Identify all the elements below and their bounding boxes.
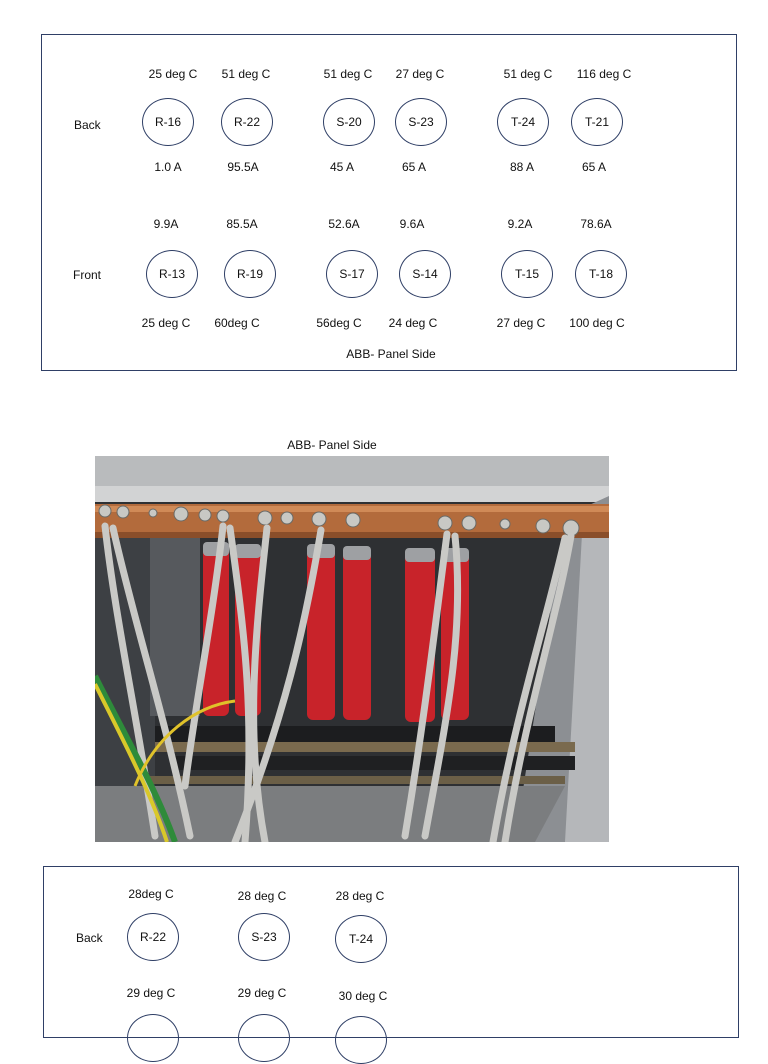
photo-caption: ABB- Panel Side: [287, 438, 377, 452]
current-label: 9.6A: [399, 217, 425, 231]
terminal-circle: T-18: [575, 250, 627, 298]
current-label: 52.6A: [328, 217, 360, 231]
temperature-label: 51 deg C: [503, 67, 553, 81]
current-label: 85.5A: [226, 217, 258, 231]
current-label: 1.0 A: [154, 160, 182, 174]
temperature-label: 28deg C: [128, 887, 174, 901]
terminal-circle: S-14: [399, 250, 451, 298]
temperature-label: 51 deg C: [221, 67, 271, 81]
terminal-circle: T-15: [501, 250, 553, 298]
temperature-label: 100 deg C: [569, 316, 625, 330]
current-label: 65 A: [581, 160, 607, 174]
back-row-label: Back: [76, 931, 103, 945]
terminal-circle: T-24: [497, 98, 549, 146]
terminal-circle: R-22: [127, 913, 179, 961]
temperature-label: 27 deg C: [496, 316, 546, 330]
back-row-label: Back: [74, 118, 101, 132]
temperature-label: 30 deg C: [338, 989, 388, 1003]
temperature-label: 51 deg C: [323, 67, 373, 81]
temperature-label: 27 deg C: [395, 67, 445, 81]
temperature-label: 29 deg C: [237, 986, 287, 1000]
temperature-label: 116 deg C: [576, 67, 632, 81]
front-row-label: Front: [73, 268, 102, 282]
current-label: 95.5A: [227, 160, 259, 174]
terminal-circle: T-21: [571, 98, 623, 146]
temperature-label: 28 deg C: [237, 889, 287, 903]
terminal-circle: R-13: [146, 250, 198, 298]
current-label: 45 A: [329, 160, 355, 174]
terminal-circle: T-24: [335, 915, 387, 963]
terminal-circle: S-23: [238, 913, 290, 961]
panel-caption: ABB- Panel Side: [346, 347, 436, 361]
terminal-circle: S-23: [395, 98, 447, 146]
current-label: 78.6A: [580, 217, 612, 231]
busbar-photo-illustration: [95, 456, 609, 842]
terminal-circle: R-16: [142, 98, 194, 146]
temperature-label: 24 deg C: [388, 316, 438, 330]
terminal-circle: S-20: [323, 98, 375, 146]
terminal-circle: R-19: [224, 250, 276, 298]
terminal-circle: S-17: [326, 250, 378, 298]
current-label: 9.9A: [153, 217, 179, 231]
temperature-label: 56deg C: [316, 316, 362, 330]
terminal-circle-partial: [238, 1014, 290, 1062]
busbar-photo: [95, 456, 609, 842]
temperature-label: 29 deg C: [126, 986, 176, 1000]
terminal-circle-partial: [127, 1014, 179, 1062]
terminal-circle-partial: [335, 1016, 387, 1064]
temperature-label: 28 deg C: [335, 889, 385, 903]
temperature-label: 60deg C: [214, 316, 260, 330]
current-label: 9.2A: [507, 217, 533, 231]
temperature-label: 25 deg C: [141, 316, 191, 330]
current-label: 65 A: [401, 160, 427, 174]
current-label: 88 A: [509, 160, 535, 174]
temperature-label: 25 deg C: [148, 67, 198, 81]
terminal-circle: R-22: [221, 98, 273, 146]
